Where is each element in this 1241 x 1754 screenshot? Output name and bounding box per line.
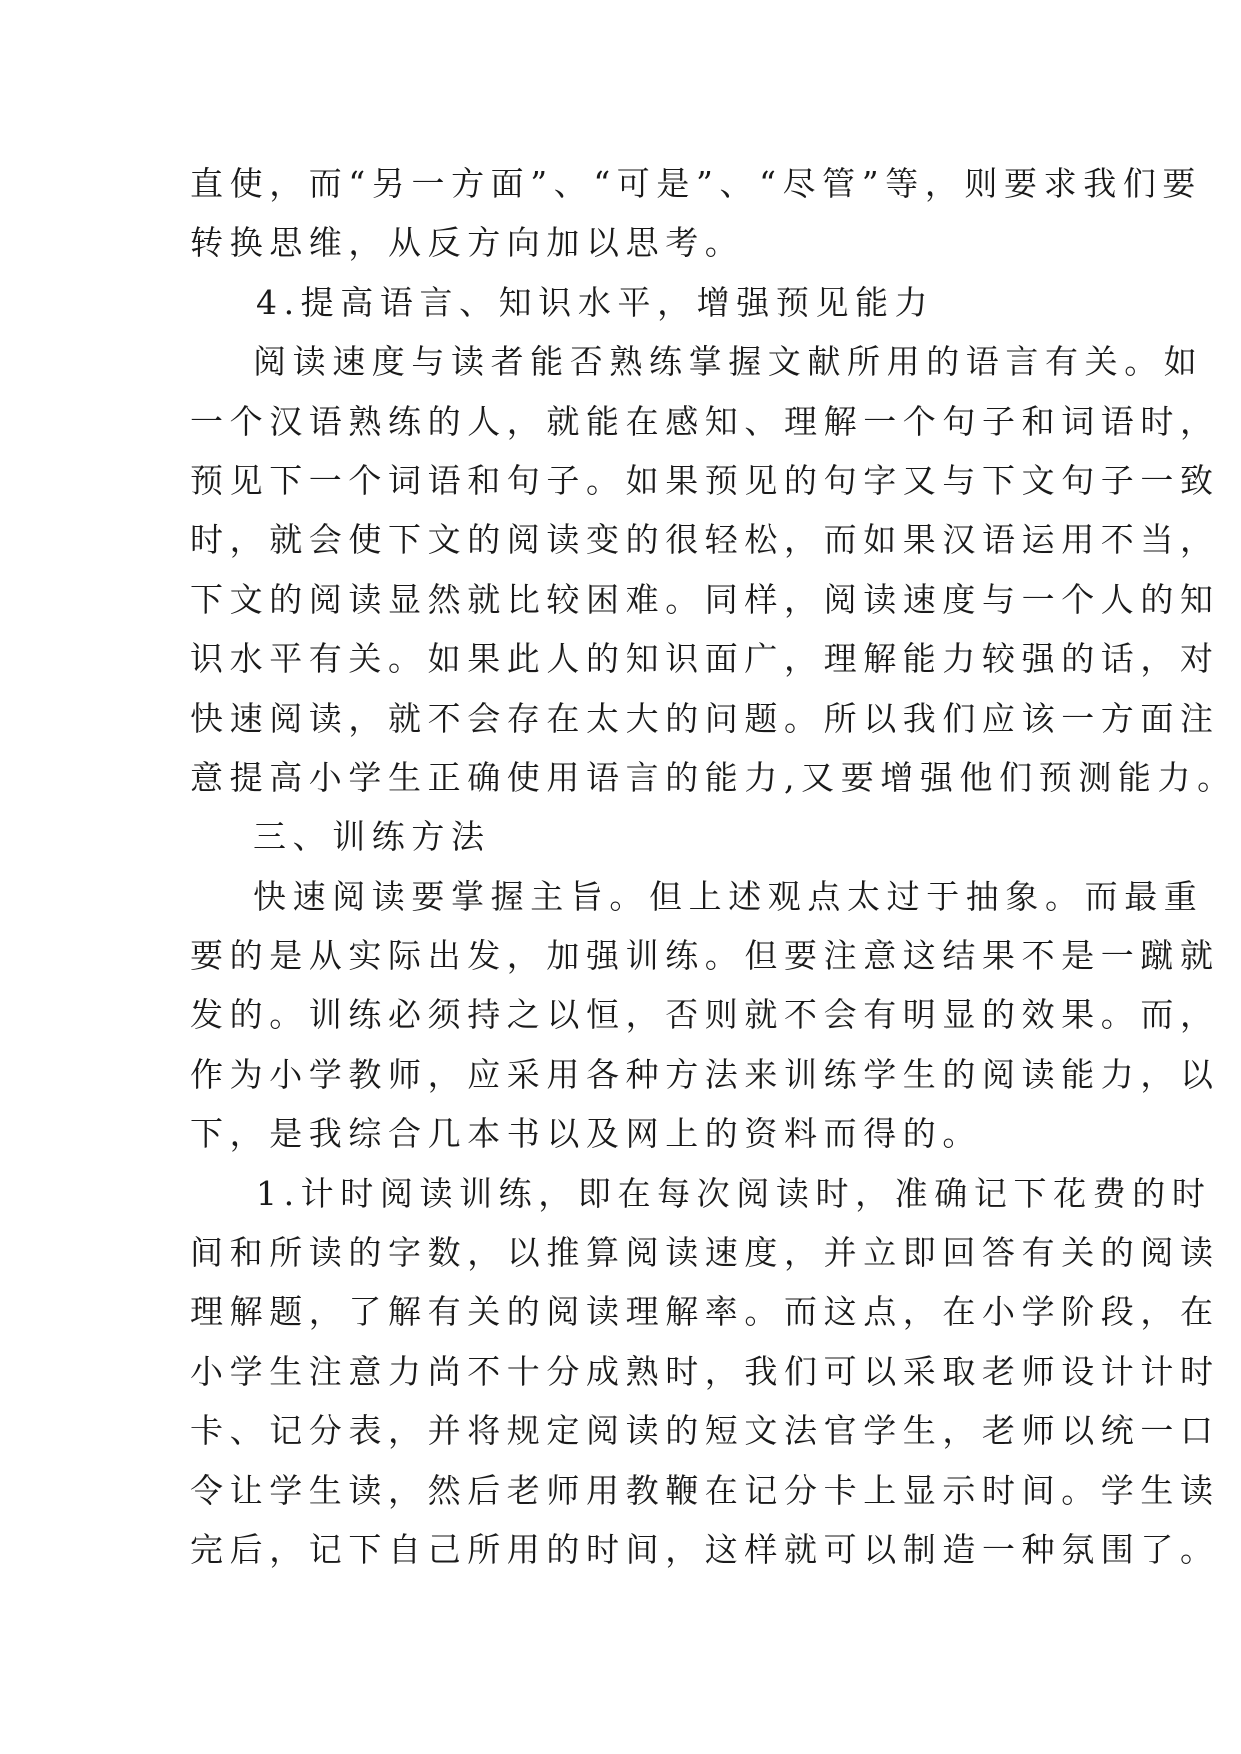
body-line: 意提高小学生正确使用语言的能力,又要增强他们预测能力。 [190, 757, 1237, 797]
paragraph-start-line: 1.计时阅读训练，即在每次阅读时，准确记下花费的时 [256, 1173, 1212, 1213]
body-line: 发的。训练必须持之以恒，否则就不会有明显的效果。而， [190, 995, 1220, 1035]
paragraph-start-line: 快速阅读要掌握主旨。但上述观点太过于抽象。而最重 [253, 876, 1204, 916]
body-line: 卡、记分表，并将规定阅读的短文法官学生，老师以统一口 [190, 1411, 1220, 1451]
section-heading: 4.提高语言、知识水平，增强预见能力 [256, 282, 935, 322]
body-line: 一个汉语熟练的人，就能在感知、理解一个句子和词语时， [190, 401, 1220, 441]
body-line: 识水平有关。如果此人的知识面广，理解能力较强的话，对 [190, 639, 1220, 679]
body-line: 间和所读的字数，以推算阅读速度，并立即回答有关的阅读 [190, 1233, 1220, 1273]
body-line: 转换思维，从反方向加以思考。 [190, 223, 745, 263]
body-line: 要的是从实际出发，加强训练。但要注意这结果不是一蹴就 [190, 936, 1220, 976]
document-body [190, 154, 1237, 1579]
paragraph-start-line: 阅读速度与读者能否熟练掌握文献所用的语言有关。如 [253, 342, 1204, 382]
body-line: 作为小学教师，应采用各种方法来训练学生的阅读能力，以 [190, 1054, 1220, 1094]
body-line: 令让学生读，然后老师用教鞭在记分卡上显示时间。学生读 [190, 1470, 1220, 1510]
body-line: 下文的阅读显然就比较困难。同样，阅读速度与一个人的知 [190, 579, 1220, 619]
body-line: 小学生注意力尚不十分成熟时，我们可以采取老师设计计时 [190, 1351, 1220, 1391]
body-line: 快速阅读，就不会存在太大的问题。所以我们应该一方面注 [190, 698, 1220, 738]
section-heading: 三、训练方法 [253, 817, 491, 857]
body-line: 完后，记下自己所用的时间，这样就可以制造一种氛围了。 [190, 1529, 1220, 1569]
body-line: 直使，而“另一方面”、“可是”、“尽管”等，则要求我们要 [190, 164, 1203, 203]
body-line: 预见下一个词语和句子。如果预见的句字又与下文句子一致 [190, 460, 1220, 500]
body-line: 下，是我综合几本书以及网上的资料而得的。 [190, 1114, 982, 1154]
body-line: 时，就会使下文的阅读变的很轻松，而如果汉语运用不当， [190, 520, 1220, 560]
body-line: 理解题，了解有关的阅读理解率。而这点，在小学阶段，在 [190, 1292, 1220, 1332]
